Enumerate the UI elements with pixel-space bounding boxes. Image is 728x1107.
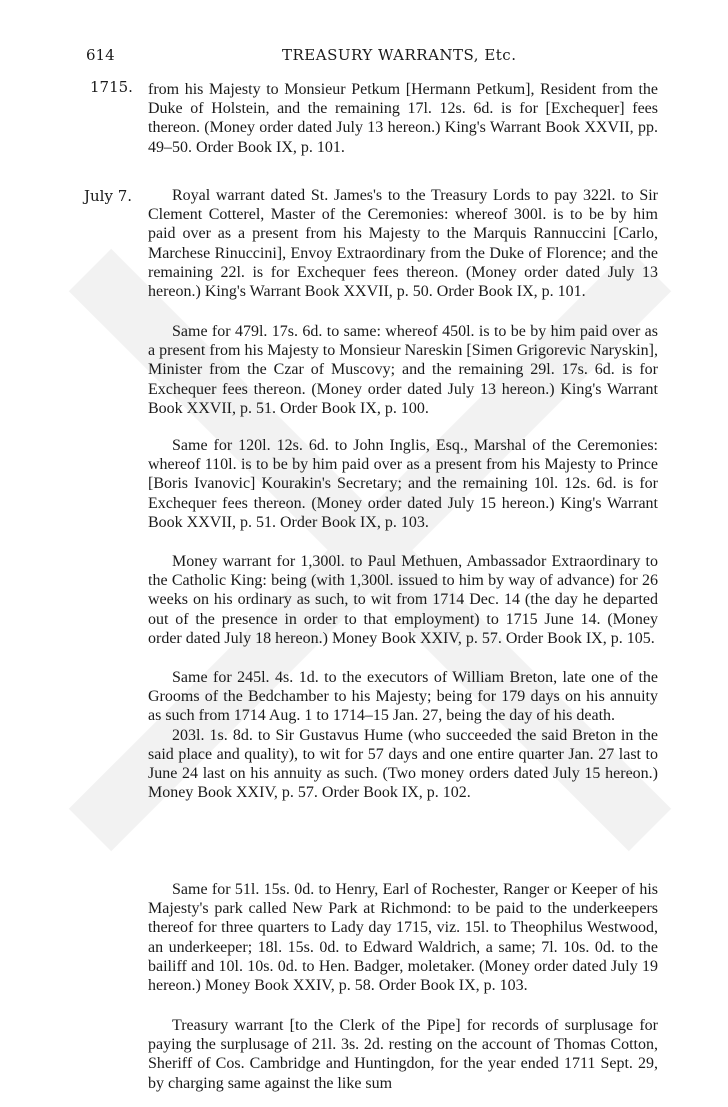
paragraph: Money warrant for 1,300l. to Paul Methuen, Ambassador Extraordinary to the Catholic King: being (with 1,300l. issued to him by way of advance) for 26 weeks on his ordinary as such, to wit from 1714 Dec. 14 (the day he departed out of the presence in order to that employment) to 1715 June 14. (Money order dated July 18 hereon.) Money Book XXIV, p. 57. Order Book IX, p. 105. — [148, 553, 658, 647]
paragraph: Royal warrant dated St. James's to the Treasury Lords to pay 322l. to Sir Clement Cotterel, Master of the Ceremonies: whereof 300l. is to be by him paid over as a present from his Majesty to the Marquis Rannuccini [Carlo, Marchese Rinuccini], Envoy Extraordinary from the Duke of Florence; and the remaining 22l. is for Exchequer fees thereon. (Money order dated July 13 hereon.) King's Warrant Book XXVII, p. 50. Order Book IX, p. 101. — [148, 187, 658, 301]
paragraph: Same for 120l. 12s. 6d. to John Inglis, Esq., Marshal of the Ceremonies: whereof 110l. is to be by him paid over as a present from his Majesty to Prince [Boris Ivanovic] Kourakin's Secretary; and the remaining 10l. 12s. 6d. is for Exchequer fees thereon. (Money order dated July 15 hereon.) King's Warrant Book XXVII, p. 51. Order Book IX, p. 103. — [148, 437, 658, 531]
margin-date: July 7. — [84, 187, 133, 205]
running-title: TREASURY WARRANTS, Etc. — [282, 46, 517, 64]
paragraph: Same for 479l. 17s. 6d. to same: whereof 450l. is to be by him paid over as a present from his Majesty to Monsieur Nareskin [Simen Grigorevic Naryskin], Minister from the Czar of Muscovy; and the remaining 29l. 17s. 6d. is for Exchequer fees thereon. (Money order dated July 13 hereon.) King's Warrant Book XXVII, p. 51. Order Book IX, p. 100. — [148, 323, 658, 417]
entry-petkum-continued — [148, 80, 658, 157]
entry-methuen — [148, 552, 658, 648]
page-number: 614 — [86, 46, 115, 64]
entry-naryskin — [148, 322, 658, 418]
entry-rinuccini — [148, 186, 658, 301]
entry-surplusage — [148, 1016, 658, 1093]
paragraph: 203l. 1s. 8d. to Sir Gustavus Hume (who succeeded the said Breton in the said place and quality), to wit for 57 days and one entire quarter Jan. 27 last to June 24 last on his annuity as such. (Two money orders dated July 15 hereon.) Money Book XXIV, p. 57. Order Book IX, p. 102. — [148, 726, 658, 802]
entry-breton — [148, 668, 658, 802]
paragraph: Same for 245l. 4s. 1d. to the executors of William Breton, late one of the Grooms of the Bedchamber to his Majesty; being for 179 days on his annuity as such from 1714 Aug. 1 to 1714–15 Jan. 27, being the day of his death. — [148, 669, 658, 725]
paragraph: Same for 51l. 15s. 0d. to Henry, Earl of Rochester, Ranger or Keeper of his Majesty's park called New Park at Richmond: to be paid to the underkeepers thereof for three quarters to Lady day 1715, viz. 15l. to Theophilus Westwood, an underkeeper; 18l. 15s. 0d. to Edward Waldrich, a same; 7l. 10s. 0d. to the bailiff and 10l. 10s. 0d. to Hen. Badger, moletaker. (Money order dated July 19 hereon.) Money Book XXIV, p. 58. Order Book IX, p. 103. — [148, 881, 658, 995]
paragraph: from his Majesty to Monsieur Petkum [Hermann Petkum], Resident from the Duke of Holstein, and the remaining 17l. 12s. 6d. is for [Exchequer] fees thereon. (Money order dated July 13 hereon.) King's Warrant Book XXVII, pp. 49–50. Order Book IX, p. 101. — [148, 81, 658, 156]
entry-kourakin-secretary — [148, 436, 658, 532]
entry-new-park-richmond — [148, 880, 658, 995]
paragraph: Treasury warrant [to the Clerk of the Pipe] for records of surplusage for paying the surplusage of 21l. 3s. 2d. resting on the account of Thomas Cotton, Sheriff of Cos. Cambridge and Huntingdon, for the year ended 1711 Sept. 29, by charging same against the like sum — [148, 1017, 658, 1092]
margin-year: 1715. — [90, 78, 133, 96]
